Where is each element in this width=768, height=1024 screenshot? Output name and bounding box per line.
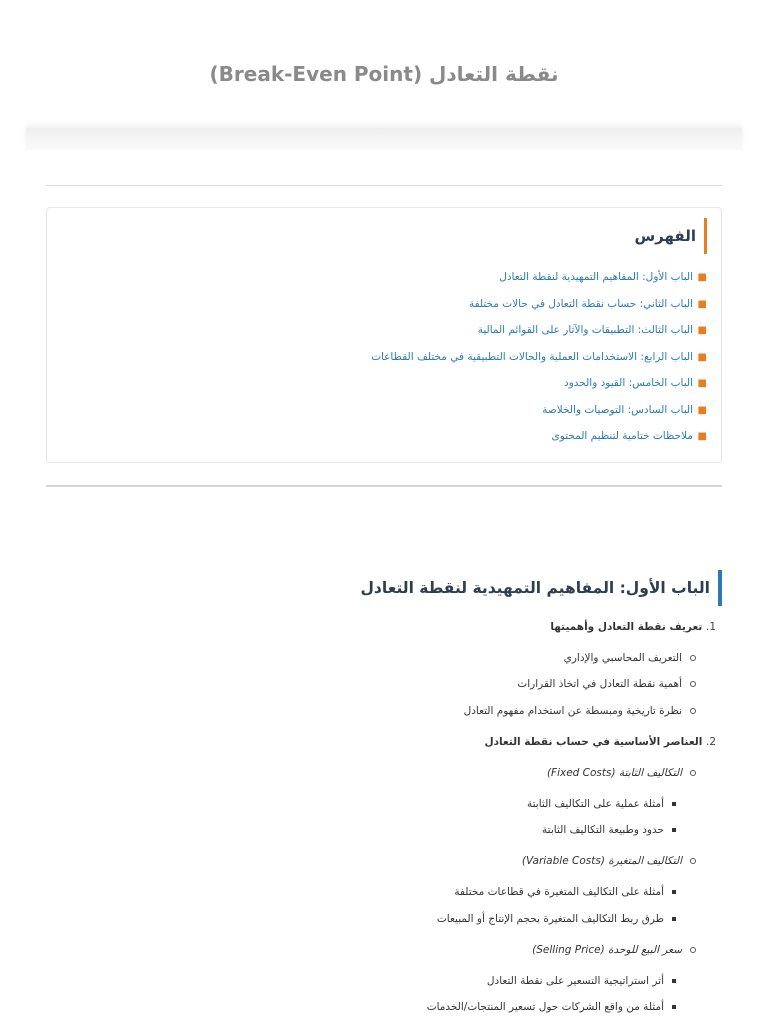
toc-item [371,370,707,397]
list-item [542,817,676,843]
list-item-text: طرق ربط التكاليف المتغيرة بحجم الإنتاج أو المبيعات [436,913,664,925]
list-item-text: نظرة تاريخية ومبسطة عن استخدام مفهوم التعادل [463,705,682,717]
section-title: تعريف نقطة التعادل وأهميتها [550,621,703,633]
bullet-icon: ■ [697,378,707,389]
toc-link-chapter-4[interactable]: الباب الرابع: الاستخدامات العملية والحالات التطبيقية في مختلف القطاعات [371,350,693,363]
list-item [464,698,696,724]
list-item-text: أمثلة من واقع الشركات حول تسعير المنتجات/الخدمات [426,1001,664,1013]
bullet-icon: ■ [697,272,707,283]
subsection-title: التكاليف الثابتة (Fixed Costs) [546,767,682,779]
circle-bullet-icon [690,858,696,864]
square-bullet-icon [672,890,676,894]
table-of-contents [46,207,722,463]
list-item-text: أثر استراتيجية التسعير على نقطة التعادل [486,975,664,987]
list-item-text: أهمية نقطة التعادل في اتخاذ القرارات [517,678,682,690]
toc-item [371,423,707,450]
list-item [437,906,676,932]
circle-bullet-icon [690,708,696,714]
divider-bottom [46,485,722,487]
bullet-icon: ■ [697,404,707,416]
list-item [454,879,676,905]
divider-top [46,185,722,186]
toc-item [371,264,707,291]
circle-bullet-icon [690,681,696,687]
bullet-icon: ■ [697,351,707,363]
list-item-text: حدود وطبيعة التكاليف الثابتة [542,824,664,836]
section-number: 2. [705,736,716,748]
toc-title: الفهرس [634,218,707,254]
square-bullet-icon [672,802,676,806]
toc-item [371,291,707,318]
toc-item [371,397,707,424]
toc-link-chapter-3[interactable]: الباب الثالث: التطبيقات والآثار على القوائم المالية [477,324,693,336]
page-header [0,0,768,150]
section-1-heading [550,614,716,640]
fixed-costs-heading [547,760,696,786]
square-bullet-icon [672,917,676,921]
bullet-icon: ■ [697,431,707,442]
chapter-1-heading: الباب الأول: المفاهيم التمهيدية لنقطة التعادل [360,570,722,606]
toc-link-chapter-1[interactable]: الباب الأول: المفاهيم التمهيدية لنقطة التعادل [499,271,693,283]
subsection-title: التكاليف المتغيرة (Variable Costs) [521,855,682,867]
list-item-text: أمثلة عملية على التكاليف الثابتة [527,798,664,810]
page-title: نقطة التعادل (Break-Even Point) [209,62,559,86]
section-2-heading [484,729,716,755]
list-item [527,791,676,817]
bullet-icon: ■ [697,325,707,336]
list-item [487,968,676,994]
square-bullet-icon [672,979,676,983]
toc-link-closing-notes[interactable]: ملاحظات ختامية لتنظيم المحتوى [551,430,693,442]
subsection-title: سعر البيع للوحدة (Selling Price) [532,944,682,956]
square-bullet-icon [672,1005,676,1009]
section-number: 1. [705,621,716,633]
list-item [427,994,676,1020]
list-item [564,645,696,671]
toc-item [371,344,707,371]
toc-link-chapter-5[interactable]: الباب الخامس: القيود والحدود [564,377,693,389]
list-item-text: أمثلة على التكاليف المتغيرة في قطاعات مختلفة [454,886,664,898]
list-item-text: التعريف المحاسبي والإداري [563,652,682,664]
circle-bullet-icon [690,947,696,953]
variable-costs-heading [522,848,696,874]
section-title: العناصر الأساسية في حساب نقطة التعادل [484,736,703,748]
list-item [517,671,696,697]
header-shadow-band [26,128,742,150]
circle-bullet-icon [690,770,696,776]
selling-price-heading [532,937,696,963]
square-bullet-icon [672,828,676,832]
toc-link-chapter-2[interactable]: الباب الثاني: حساب نقطة التعادل في حالات مختلفة [468,297,693,310]
toc-list [371,264,707,450]
circle-bullet-icon [690,655,696,661]
toc-item [371,317,707,344]
toc-link-chapter-6[interactable]: الباب السادس: التوصيات والخلاصة [542,403,693,416]
bullet-icon: ■ [697,298,707,310]
